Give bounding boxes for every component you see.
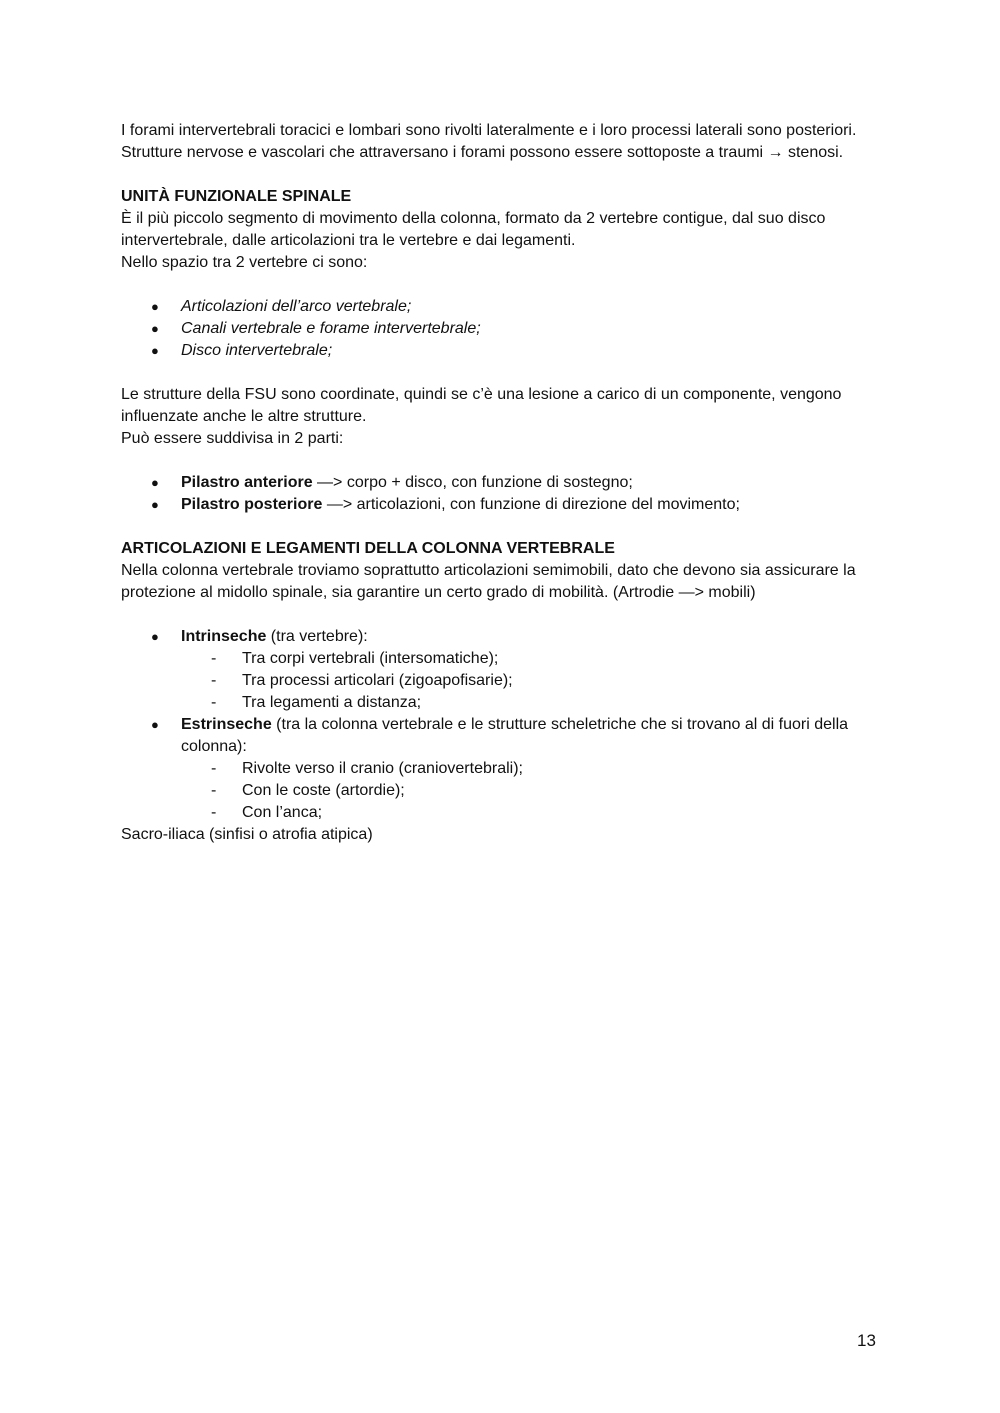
dash-icon: -	[211, 694, 217, 711]
sublist-item-text: Tra processi articolari (zigoapofisarie);	[242, 672, 513, 689]
artic-paragraph-1: Nella colonna vertebrale troviamo soprattutto articolazioni semimobili, dato che devono sia assicurare la protezione al midollo spinale, sia garantire un certo grado di mobilità. (Artrodie —> mobili)	[121, 562, 856, 601]
list-item-term: Pilastro posteriore	[181, 496, 323, 513]
bullet-icon: ●	[151, 321, 159, 336]
dash-icon: -	[211, 650, 217, 667]
sublist-item-text: Tra corpi vertebrali (intersomatiche);	[242, 650, 499, 667]
sublist-item	[181, 648, 891, 670]
sublist-item-text: Rivolte verso il cranio (craniovertebrali);	[242, 760, 523, 777]
bullet-icon: ●	[151, 343, 159, 358]
bullet-icon: ●	[151, 497, 159, 512]
spacer	[121, 164, 891, 186]
list-item-text: Disco intervertebrale;	[181, 342, 333, 359]
dash-icon: -	[211, 782, 217, 799]
list-item	[121, 318, 891, 340]
spacer	[121, 450, 891, 472]
list-item-text: —> articolazioni, con funzione di direzione del movimento;	[322, 496, 740, 513]
dash-icon: -	[211, 760, 217, 777]
intrinseche-sublist	[181, 648, 891, 714]
spacer	[121, 604, 891, 626]
spacer	[121, 516, 891, 538]
dash-icon: -	[211, 672, 217, 689]
list-item	[121, 296, 891, 318]
sublist-item	[181, 692, 891, 714]
artic-footer: Sacro-iliaca (sinfisi o atrofia atipica)	[121, 826, 373, 843]
list-item	[121, 494, 891, 516]
fsu-paragraph-2: Nello spazio tra 2 vertebre ci sono:	[121, 254, 368, 271]
section-heading-articolazioni: ARTICOLAZIONI E LEGAMENTI DELLA COLONNA VERTEBRALE	[121, 540, 615, 557]
list-item	[121, 472, 891, 494]
list-item-term: Estrinseche	[181, 716, 272, 733]
list-item-text: (tra vertebre):	[266, 628, 368, 645]
list-item	[121, 340, 891, 362]
spacer	[121, 362, 891, 384]
fsu-parts-list	[121, 472, 891, 516]
sublist-item	[181, 670, 891, 692]
bullet-icon: ●	[151, 475, 159, 490]
list-item-text: Articolazioni dell’arco vertebrale;	[181, 298, 412, 315]
list-item-text: (tra la colonna vertebrale e le strutture scheletriche che si trovano al di fuori della colonna):	[181, 716, 849, 755]
spacer	[121, 274, 891, 296]
intro-paragraph-1: I forami intervertebrali toracici e lombari sono rivolti lateralmente e i loro processi laterali sono posteriori.	[121, 122, 857, 139]
bullet-icon: ●	[151, 717, 159, 732]
list-item-term: Pilastro anteriore	[181, 474, 313, 491]
page-content	[121, 120, 891, 846]
bullet-icon: ●	[151, 299, 159, 314]
section-heading-fsu: UNITÀ FUNZIONALE SPINALE	[121, 188, 352, 205]
list-item	[121, 626, 891, 648]
list-item-text: Canali vertebrale e forame intervertebrale;	[181, 320, 481, 337]
articolazioni-list	[121, 626, 891, 648]
list-item-term: Intrinseche	[181, 628, 267, 645]
fsu-paragraph-4: Può essere suddivisa in 2 parti:	[121, 430, 344, 447]
sublist-item	[181, 802, 891, 824]
sublist-item-text: Con l’anca;	[242, 804, 323, 821]
articolazioni-list-2	[121, 714, 891, 758]
sublist-item-text: Tra legamenti a distanza;	[242, 694, 422, 711]
sublist-item-text: Con le coste (artordie);	[242, 782, 405, 799]
intro-paragraph-2: Strutture nervose e vascolari che attraversano i forami possono essere sottoposte a traumi → stenosi.	[121, 144, 844, 161]
list-item	[121, 714, 891, 758]
dash-icon: -	[211, 804, 217, 821]
list-item-text: —> corpo + disco, con funzione di sostegno;	[312, 474, 633, 491]
page-number: 13	[857, 1331, 876, 1350]
bullet-icon: ●	[151, 629, 159, 644]
sublist-item	[181, 780, 891, 802]
fsu-structures-list	[121, 296, 891, 362]
fsu-paragraph-1: È il più piccolo segmento di movimento della colonna, formato da 2 vertebre contigue, dal suo disco intervertebrale, dalle articolazioni tra le vertebre e dai legamenti.	[121, 210, 826, 249]
fsu-paragraph-3: Le strutture della FSU sono coordinate, quindi se c’è una lesione a carico di un componente, vengono influenzate anche le altre strutture.	[121, 386, 842, 425]
estrinseche-sublist	[181, 758, 891, 824]
sublist-item	[181, 758, 891, 780]
